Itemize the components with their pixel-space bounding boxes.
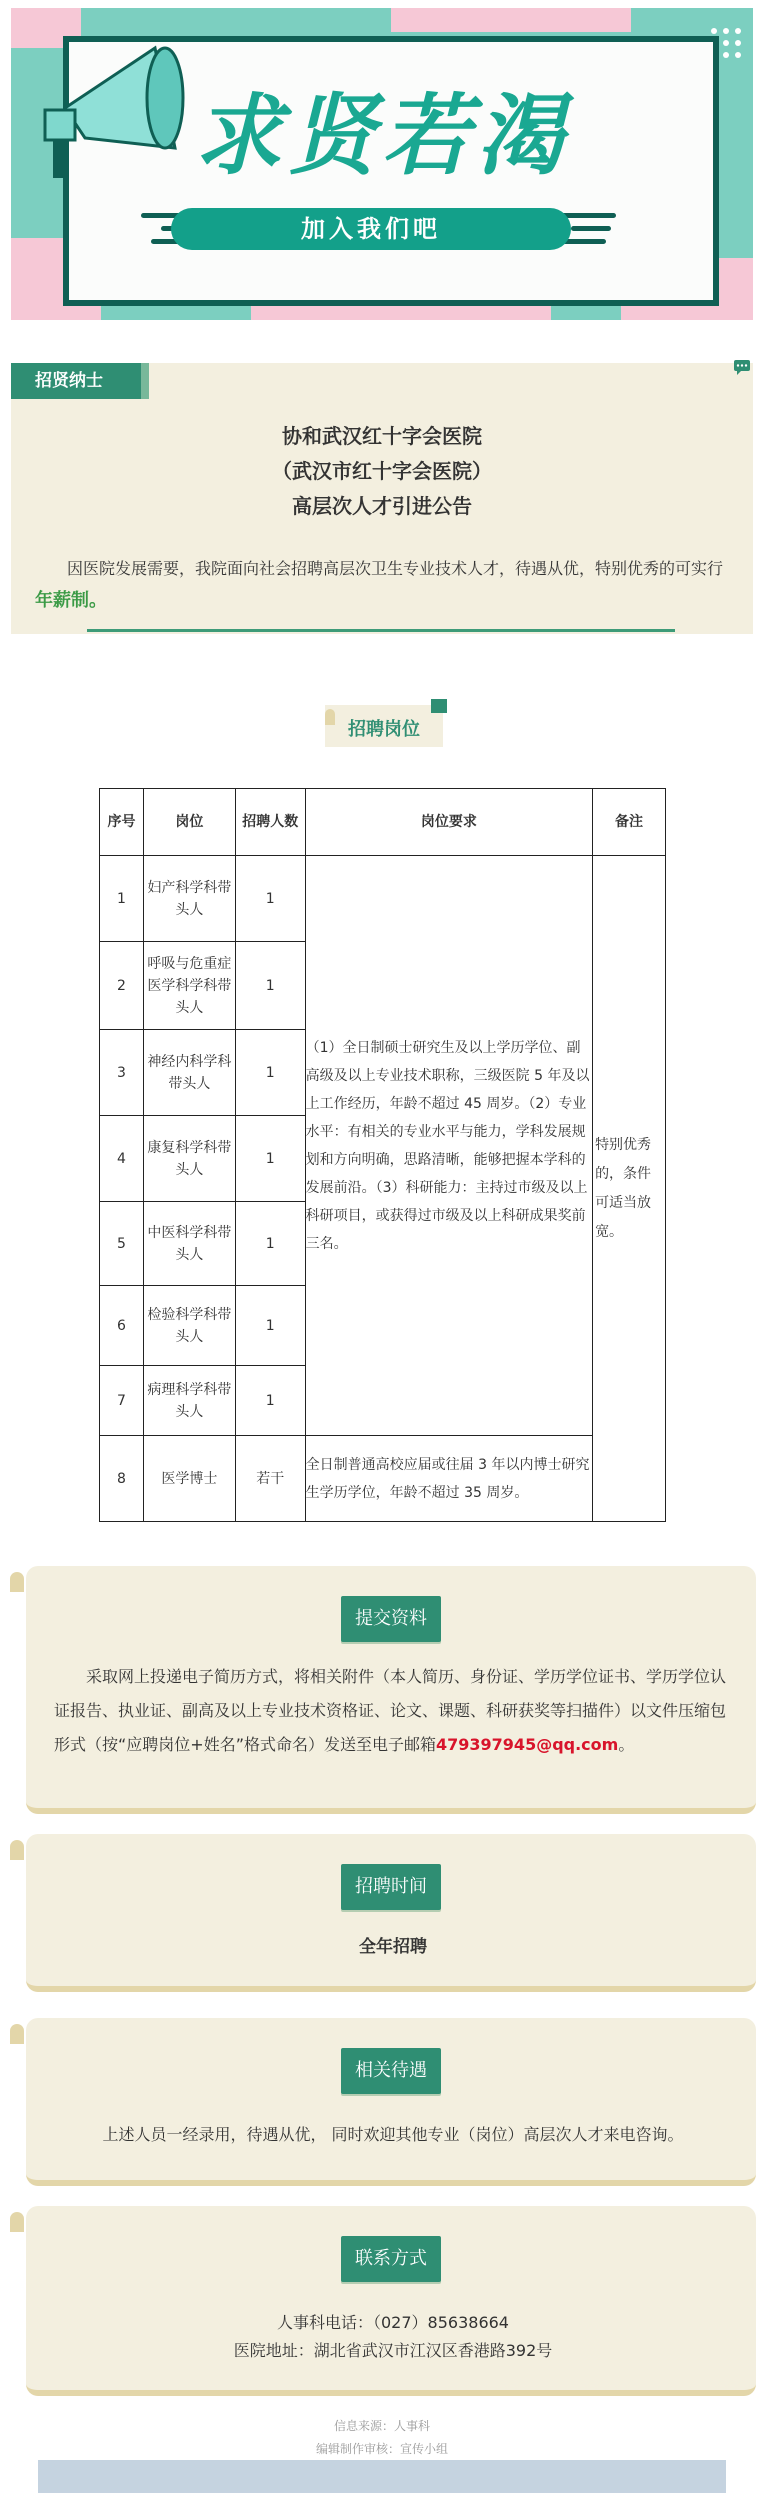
positions-label-text: 招聘岗位	[348, 719, 420, 740]
cell-count: 1	[235, 1030, 305, 1116]
positions-table	[99, 788, 666, 1522]
submit-text-period: 。	[618, 1735, 635, 1754]
cell-post: 呼吸与危重症医学科学科带头人	[143, 942, 235, 1030]
cell-no: 2	[100, 942, 144, 1030]
recruit-time-badge: 招聘时间	[341, 1864, 441, 1910]
cell-note: 特别优秀的，条件可适当放宽。	[593, 856, 666, 1522]
submit-text-body: 采取网上投递电子简历方式，将相关附件（本人简历、身份证、学历学位证书、学历学位认证报告、执业证、副高及以上专业技术资格证、论文、课题、科研获奖等扫描件）以文件压缩包形式（按“应聘岗位+姓名”格式命名）发送至电子邮箱	[54, 1667, 727, 1754]
cell-count: 1	[235, 1116, 305, 1202]
contact-card	[26, 2206, 756, 2396]
cell-count: 1	[235, 942, 305, 1030]
submit-text	[54, 1660, 732, 1762]
time-card	[26, 1834, 756, 1992]
submit-card	[26, 1566, 756, 1814]
submit-materials-badge: 提交资料	[341, 1596, 441, 1642]
banner-subtitle: 加入我们吧	[171, 208, 571, 250]
cell-no: 3	[100, 1030, 144, 1116]
intro-divider	[87, 629, 675, 632]
header-no: 序号	[100, 789, 144, 856]
header-requirement: 岗位要求	[305, 789, 592, 856]
cell-count: 1	[235, 1366, 305, 1436]
cell-post: 神经内科学科带头人	[143, 1030, 235, 1116]
intro-section	[11, 363, 753, 634]
intro-heading-3: 高层次人才引进公告	[292, 494, 472, 518]
benefits-text: 上述人员一经录用，待遇从优， 同时欢迎其他专业（岗位）高层次人才来电咨询。	[102, 2125, 684, 2144]
cell-post: 病理科学科带头人	[143, 1366, 235, 1436]
cell-no: 6	[100, 1286, 144, 1366]
header-count: 招聘人数	[235, 789, 305, 856]
cell-count: 1	[235, 856, 305, 942]
intro-paragraph-text: 因医院发展需要，我院面向社会招聘高层次卫生专业技术人才，待遇从优，特别优秀的可实行	[67, 559, 724, 578]
footer-source: 信息来源：人事科	[333, 2419, 430, 2433]
benefits-badge: 相关待遇	[341, 2048, 441, 2094]
header-note: 备注	[593, 789, 666, 856]
recruitment-banner	[11, 8, 753, 320]
cell-post: 中医科学科带头人	[143, 1202, 235, 1286]
recruit-time-text: 全年招聘	[359, 1937, 427, 1957]
table-header-row	[100, 789, 666, 856]
table-row	[100, 1436, 666, 1522]
cell-post: 妇产科学科带头人	[143, 856, 235, 942]
positions-label	[325, 705, 443, 747]
header-post: 岗位	[143, 789, 235, 856]
benefits-card	[26, 2018, 756, 2186]
intro-heading-1: 协和武汉红十字会医院	[282, 424, 482, 448]
contact-address: 医院地址：湖北省武汉市江汉区香港路392号	[233, 2341, 553, 2360]
cell-requirement-doctor: 全日制普通高校应届或往届 3 年以内博士研究生学历学位，年龄不超过 35 周岁。	[305, 1436, 592, 1522]
cell-no: 5	[100, 1202, 144, 1286]
footer-editor: 编辑制作审核：宣传小组	[315, 2442, 448, 2456]
cell-post: 康复科学科带头人	[143, 1116, 235, 1202]
megaphone-icon	[25, 28, 205, 178]
intro-paragraph-highlight: 年薪制。	[35, 590, 107, 611]
cell-count: 1	[235, 1202, 305, 1286]
cell-count: 若干	[235, 1436, 305, 1522]
cell-requirement: （1）全日制硕士研究生及以上学历学位、副高级及以上专业技术职称，三级医院 5 年及以上工作经历，年龄不超过 45 周岁。（2）专业水平：有相关的专业水平与能力，学科发展规划和方向明确，思路清晰，能够把握本学科的发展前沿。（3）科研能力：主持过市级及以上科研项目，或获得过市级及以上科研成果奖前三名。	[305, 856, 592, 1436]
cell-no: 8	[100, 1436, 144, 1522]
cell-count: 1	[235, 1286, 305, 1366]
intro-heading-2: （武汉市红十字会医院）	[272, 459, 492, 483]
comment-icon	[733, 359, 751, 375]
intro-tag: 招贤纳士	[11, 363, 141, 399]
contact-phone: 人事科电话：（027）85638664	[277, 2313, 509, 2332]
cell-post: 医学博士	[143, 1436, 235, 1522]
submit-email-link[interactable]: 479397945@qq.com	[436, 1735, 619, 1754]
banner-title: 求贤若渴	[193, 83, 570, 187]
intro-paragraph	[35, 553, 729, 617]
bottom-image	[38, 2460, 726, 2493]
cell-post: 检验科学科带头人	[143, 1286, 235, 1366]
cell-no: 7	[100, 1366, 144, 1436]
cell-no: 4	[100, 1116, 144, 1202]
cell-no: 1	[100, 856, 144, 942]
contact-badge: 联系方式	[341, 2236, 441, 2282]
table-row	[100, 856, 666, 942]
